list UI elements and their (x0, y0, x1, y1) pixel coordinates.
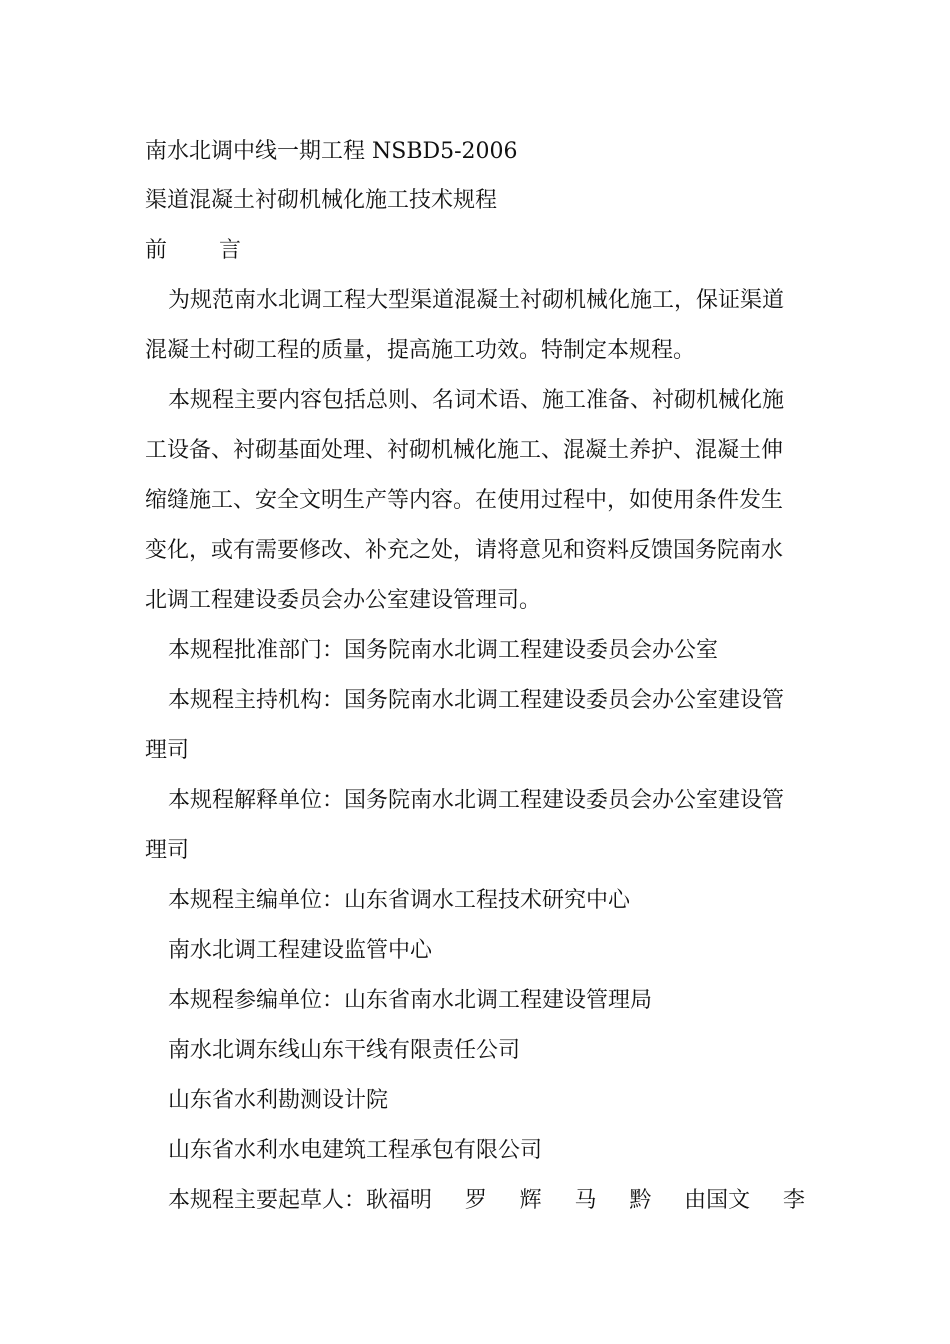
drafters-label: 本规程主要起草人：耿福明 (168, 1188, 433, 1213)
paragraph-line: 工设备、衬砌基面处理、衬砌机械化施工、混凝土养护、混凝土伸 (145, 438, 784, 463)
interpretation-line-continued: 理司 (145, 838, 190, 863)
drafters-line (168, 1186, 805, 1216)
preface-char-2: 言 (219, 238, 242, 263)
drafter-name: 黔 (629, 1188, 652, 1213)
preface-heading (145, 236, 241, 266)
co-editor-line: 山东省水利勘测设计院 (168, 1088, 389, 1113)
approval-line: 本规程批准部门：国务院南水北调工程建设委员会办公室 (168, 638, 719, 663)
co-editor-line: 山东省水利水电建筑工程承包有限公司 (168, 1138, 543, 1163)
chief-editor-line: 南水北调工程建设监管中心 (168, 938, 433, 963)
drafter-name: 马 (574, 1188, 597, 1213)
host-line: 本规程主持机构：国务院南水北调工程建设委员会办公室建设管 (168, 688, 785, 713)
drafter-name: 罗 (464, 1188, 487, 1213)
preface-char-1: 前 (145, 238, 168, 263)
co-editor-line: 本规程参编单位：山东省南水北调工程建设管理局 (168, 988, 653, 1013)
drafter-name: 辉 (519, 1188, 542, 1213)
interpretation-line: 本规程解释单位：国务院南水北调工程建设委员会办公室建设管 (168, 788, 785, 813)
paragraph-line: 为规范南水北调工程大型渠道混凝土衬砌机械化施工，保证渠道 (168, 288, 785, 313)
paragraph-line: 混凝土村砌工程的质量，提高施工功效。特制定本规程。 (145, 338, 696, 363)
document-title: 渠道混凝土衬砌机械化施工技术规程 (145, 188, 498, 213)
header-line: 南水北调中线一期工程 NSBD5-2006 (145, 139, 518, 164)
drafter-name: 由国文 (684, 1188, 751, 1213)
co-editor-line: 南水北调东线山东干线有限责任公司 (168, 1038, 521, 1063)
host-line-continued: 理司 (145, 738, 190, 763)
drafter-name: 李 (782, 1188, 805, 1213)
paragraph-line: 本规程主要内容包括总则、名词术语、施工准备、衬砌机械化施 (168, 388, 785, 413)
chief-editor-line: 本规程主编单位：山东省调水工程技术研究中心 (168, 888, 631, 913)
paragraph-line: 缩缝施工、安全文明生产等内容。在使用过程中，如使用条件发生 (145, 488, 784, 513)
paragraph-line: 变化，或有需要修改、补充之处，请将意见和资料反馈国务院南水 (145, 538, 784, 563)
paragraph-line: 北调工程建设委员会办公室建设管理司。 (145, 588, 542, 613)
